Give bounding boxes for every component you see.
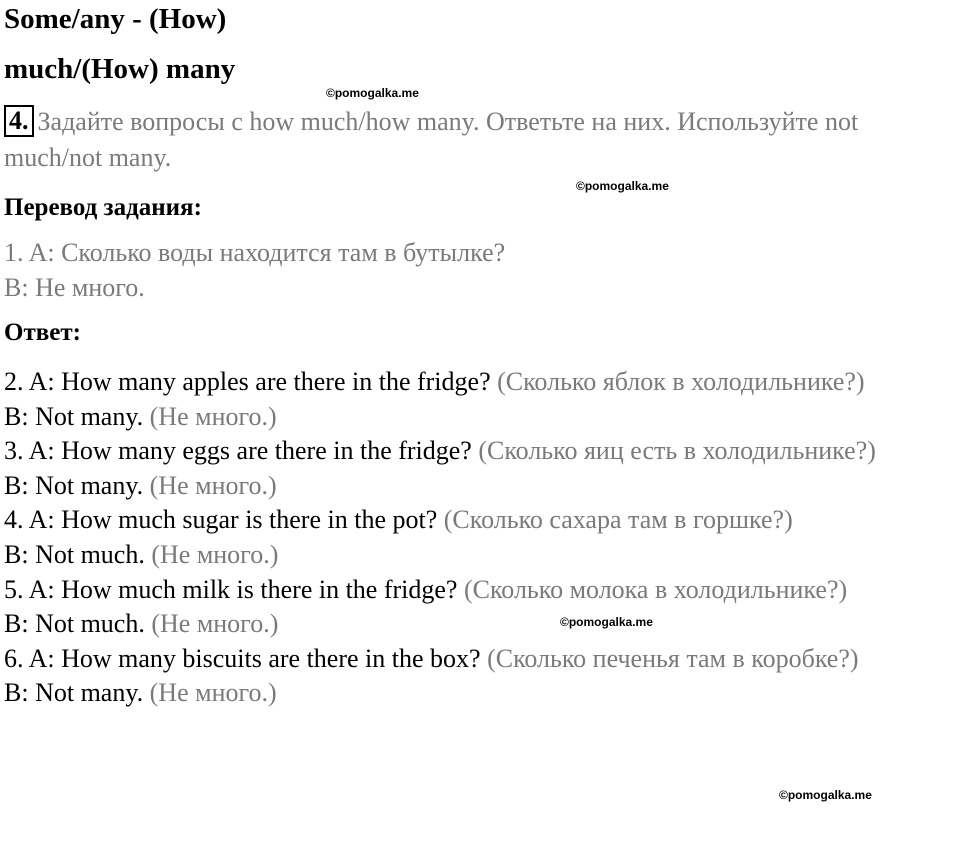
answer-reply-5: [4, 607, 956, 642]
task-text: Задайте вопросы с how much/how many. Ответьте на них. Используйте not much/not many.: [4, 107, 859, 172]
task-number-badge: 4.: [4, 105, 34, 137]
reply-translation: (Не много.): [151, 609, 279, 639]
answer-list: [4, 365, 956, 711]
answer-question-4: [4, 503, 956, 538]
question-translation: (Сколько печенья там в коробке?): [487, 643, 859, 673]
question-text: 3. A: How many eggs are there in the fridge?: [4, 436, 472, 466]
answer-reply-3: [4, 469, 956, 504]
reply-translation: (Не много.): [149, 401, 277, 431]
question-translation: (Сколько молока в холодильнике?): [463, 574, 848, 604]
reply-text: B: Not many.: [4, 678, 144, 708]
reply-translation: (Не много.): [149, 470, 277, 500]
answer-question-3: [4, 434, 956, 469]
watermark: ©pomogalka.me: [779, 788, 872, 802]
watermark: ©pomogalka.me: [576, 179, 669, 193]
watermark: ©pomogalka.me: [326, 86, 419, 100]
reply-text: B: Not much.: [4, 539, 145, 569]
answer-question-2: [4, 365, 956, 400]
question-translation: (Сколько сахара там в горшке?): [443, 505, 793, 535]
translation-heading: Перевод задания:: [4, 194, 202, 221]
reply-text: B: Not many.: [4, 470, 144, 500]
answer-reply-4: [4, 538, 956, 573]
question-text: 2. A: How many apples are there in the fridge?: [4, 367, 491, 396]
reply-text: B: Not much.: [4, 609, 145, 639]
answer-heading: Ответ:: [4, 319, 81, 346]
question-text: 4. A: How much sugar is there in the pot?: [4, 505, 438, 535]
question-text: 6. A: How many biscuits are there in the box?: [4, 643, 481, 673]
task-statement: [4, 104, 956, 176]
answer-reply-2: [4, 400, 956, 435]
answer-question-6: [4, 642, 956, 677]
question-translation: (Сколько яблок в холодильнике?): [497, 367, 865, 396]
reply-translation: (Не много.): [149, 678, 277, 708]
question-translation: (Сколько яиц есть в холодильнике?): [478, 436, 876, 466]
example-question: 1. A: Сколько воды находится там в бутылке?: [4, 238, 506, 267]
page-title-line-2: much/(How) many: [4, 53, 236, 85]
watermark: ©pomogalka.me: [560, 615, 653, 629]
question-text: 5. A: How much milk is there in the fridge?: [4, 574, 458, 604]
reply-translation: (Не много.): [151, 539, 279, 569]
example-reply: B: Не много.: [4, 273, 145, 302]
translation-example: [4, 235, 505, 305]
answer-reply-6: [4, 676, 956, 711]
page-title-line-1: Some/any - (How): [4, 3, 227, 35]
reply-text: B: Not many.: [4, 401, 144, 431]
answer-question-5: [4, 573, 956, 608]
